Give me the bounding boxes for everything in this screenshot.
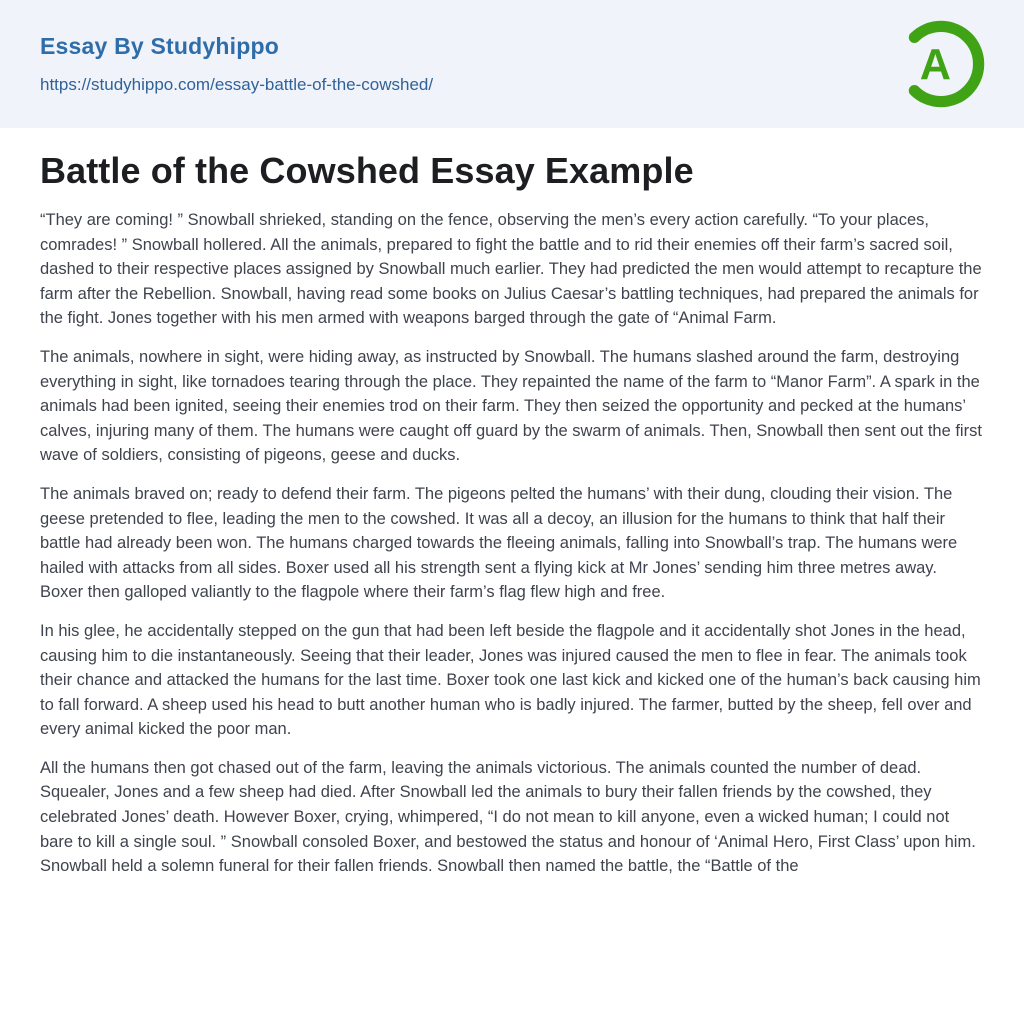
essay-body <box>40 208 984 879</box>
page-header <box>0 0 1024 128</box>
essay-paragraph: All the humans then got chased out of the farm, leaving the animals victorious. The animals counted the number of dead. Squealer, Jones and a few sheep had died. After Snowball led the animals to bury their fallen friends by the cowshed, they celebrated Jones’ death. However Boxer, crying, whimpered, “I do not mean to kill anyone, even a wicked human; I could not bare to kill a single soul. ” Snowball consoled Boxer, and bestowed the status and honour of ‘Animal Hero, First Class’ upon him. Snowball held a solemn funeral for their fallen friends. Snowball then named the battle, the “Battle of the <box>40 758 976 876</box>
studyhippo-logo-icon[interactable] <box>894 17 988 111</box>
essay-paragraph: In his glee, he accidentally stepped on the gun that had been left beside the flagpole and it accidentally shot Jones in the head, causing him to die instantaneously. Seeing that their leader, Jones was injured caused the men to flee in fear. The animals took their chance and attacked the humans for the last time. Boxer took one last kick and kicked one of the human’s back causing him to fall forward. A sheep used his head to butt another human who is badly injured. The farmer, butted by the sheep, fell over and every animal kicked the poor man. <box>40 621 981 739</box>
page-url-link[interactable]: https://studyhippo.com/essay-battle-of-the-cowshed/ <box>40 75 434 94</box>
essay-paragraph: The animals, nowhere in sight, were hiding away, as instructed by Snowball. The humans slashed around the farm, destroying everything in sight, like tornadoes tearing through the place. They repainted the name of the farm to “Manor Farm”. A spark in the animals had been ignited, seeing their enemies trod on their farm. They then seized the opportunity and pecked at the humans’ calves, injuring many of them. The humans were caught off guard by the swarm of animals. Then, Snowball then sent out the first wave of soldiers, consisting of pigeons, geese and ducks. <box>40 347 982 465</box>
essay-content <box>0 128 1024 879</box>
header-text-block <box>40 33 433 95</box>
site-name: Essay By Studyhippo <box>40 33 279 59</box>
logo-letter: A <box>919 41 951 90</box>
essay-paragraph: “They are coming! ” Snowball shrieked, standing on the fence, observing the men’s every action carefully. “To your places, comrades! ” Snowball hollered. All the animals, prepared to fight the battle and to rid their enemies off their farm’s sacred soil, dashed to their respective places assigned by Snowball much earlier. They had predicted the men would attempt to recapture the farm after the Rebellion. Snowball, having read some books on Julius Caesar’s battling techniques, had prepared the animals for the fight. Jones together with his men armed with weapons barged through the gate of “Animal Farm. <box>40 211 982 328</box>
essay-title: Battle of the Cowshed Essay Example <box>40 150 694 191</box>
essay-paragraph: The animals braved on; ready to defend their farm. The pigeons pelted the humans’ with their dung, clouding their vision. The geese pretended to flee, leading the men to the cowshed. It was all a decoy, an illusion for the humans to think that half their battle had already been won. The humans charged towards the fleeing animals, falling into Snowball’s trap. The humans were hailed with attacks from all sides. Boxer used all his strength sent a flying kick at Mr Jones’ sending him three metres away. Boxer then galloped valiantly to the flagpole where their farm’s flag flew high and free. <box>40 484 958 602</box>
